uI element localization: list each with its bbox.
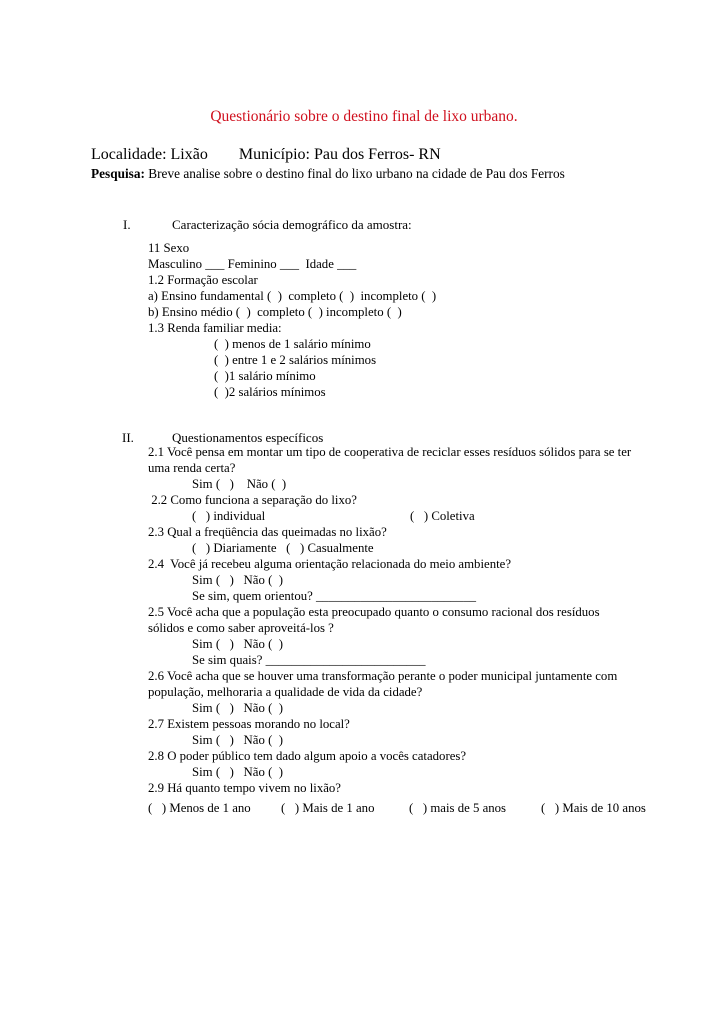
localidade-label: Localidade: Lixão	[91, 146, 208, 163]
pesquisa-text: Breve analise sobre o destino final do lixo urbano na cidade de Pau dos Ferros	[144, 166, 565, 181]
q25-line2: sólidos e como saber aproveitá-los ?	[148, 621, 334, 635]
renda-option: ( )2 salários mínimos	[214, 385, 326, 399]
q23-answer: ( ) Diariamente ( ) Casualmente	[192, 541, 374, 555]
s1-line-medio: b) Ensino médio ( ) completo ( ) incompleto ( )	[148, 305, 402, 319]
q29-line: 2.9 Há quanto tempo vivem no lixão?	[148, 781, 341, 795]
section2-number: II.	[122, 430, 134, 445]
q29-option: ( ) Mais de 10 anos	[541, 801, 646, 815]
q25-line1: 2.5 Você acha que a população esta preocupado quanto o consumo racional dos resíduos	[148, 605, 600, 619]
q25-followup: Se sim quais? _________________________	[192, 653, 426, 667]
document-title: Questionário sobre o destino final de lixo urbano.	[210, 108, 518, 125]
q29-option: ( ) mais de 5 anos	[409, 801, 507, 815]
q21-answer: Sim ( ) Não ( )	[192, 477, 287, 491]
q27-line: 2.7 Existem pessoas morando no local?	[148, 717, 350, 731]
q28-answer: Sim ( ) Não ( )	[192, 765, 283, 779]
renda-option: ( )1 salário mínimo	[214, 369, 316, 383]
q25-answer: Sim ( ) Não ( )	[192, 637, 283, 651]
q26-line2: população, melhoraria a qualidade de vida da cidade?	[148, 685, 423, 699]
q21-line1: 2.1 Você pensa em montar um tipo de cooperativa de reciclar esses resíduos sólidos para se ter	[148, 445, 632, 459]
s1-line-fundamental: a) Ensino fundamental ( ) completo ( ) incompleto ( )	[148, 289, 437, 303]
q24-answer: Sim ( ) Não ( )	[192, 573, 283, 587]
q22-answer-coletiva: ( ) Coletiva	[410, 509, 475, 523]
s1-line-sexo: 11 Sexo	[148, 241, 190, 255]
renda-option: ( ) entre 1 e 2 salários mínimos	[214, 353, 377, 367]
pesquisa-line	[91, 166, 565, 182]
municipio-label: Município: Pau dos Ferros- RN	[238, 146, 441, 163]
localidade-line	[91, 146, 441, 164]
q24-followup: Se sim, quem orientou? _________________________	[192, 589, 476, 603]
q26-line1: 2.6 Você acha que se houver uma transformação perante o poder municipal juntamente com	[148, 669, 618, 683]
pesquisa-label: Pesquisa:	[91, 166, 145, 181]
q21-line2: uma renda certa?	[148, 461, 236, 475]
q22-answer-individual: ( ) individual	[192, 509, 266, 523]
renda-option: ( ) menos de 1 salário mínimo	[214, 337, 371, 351]
q29-option: ( ) Menos de 1 ano	[148, 801, 251, 815]
section2-heading: Questionamentos específicos	[172, 430, 324, 445]
section1-heading: Caracterização sócia demográfico da amostra:	[172, 217, 412, 232]
s1-line-renda: 1.3 Renda familiar media:	[148, 321, 282, 335]
q27-answer: Sim ( ) Não ( )	[192, 733, 283, 747]
s1-line-genero: Masculino ___ Feminino ___ Idade ___	[148, 257, 357, 271]
q28-line: 2.8 O poder público tem dado algum apoio a vocês catadores?	[148, 749, 467, 763]
q22-line: 2.2 Como funciona a separação do lixo?	[148, 493, 357, 507]
s1-line-formacao: 1.2 Formação escolar	[148, 273, 258, 287]
q29-option: ( ) Mais de 1 ano	[281, 801, 375, 815]
q23-line: 2.3 Qual a freqüência das queimadas no lixão?	[148, 525, 387, 539]
q26-answer: Sim ( ) Não ( )	[192, 701, 283, 715]
section1-number: I.	[123, 217, 131, 232]
q24-line: 2.4 Você já recebeu alguma orientação relacionada do meio ambiente?	[148, 557, 512, 571]
